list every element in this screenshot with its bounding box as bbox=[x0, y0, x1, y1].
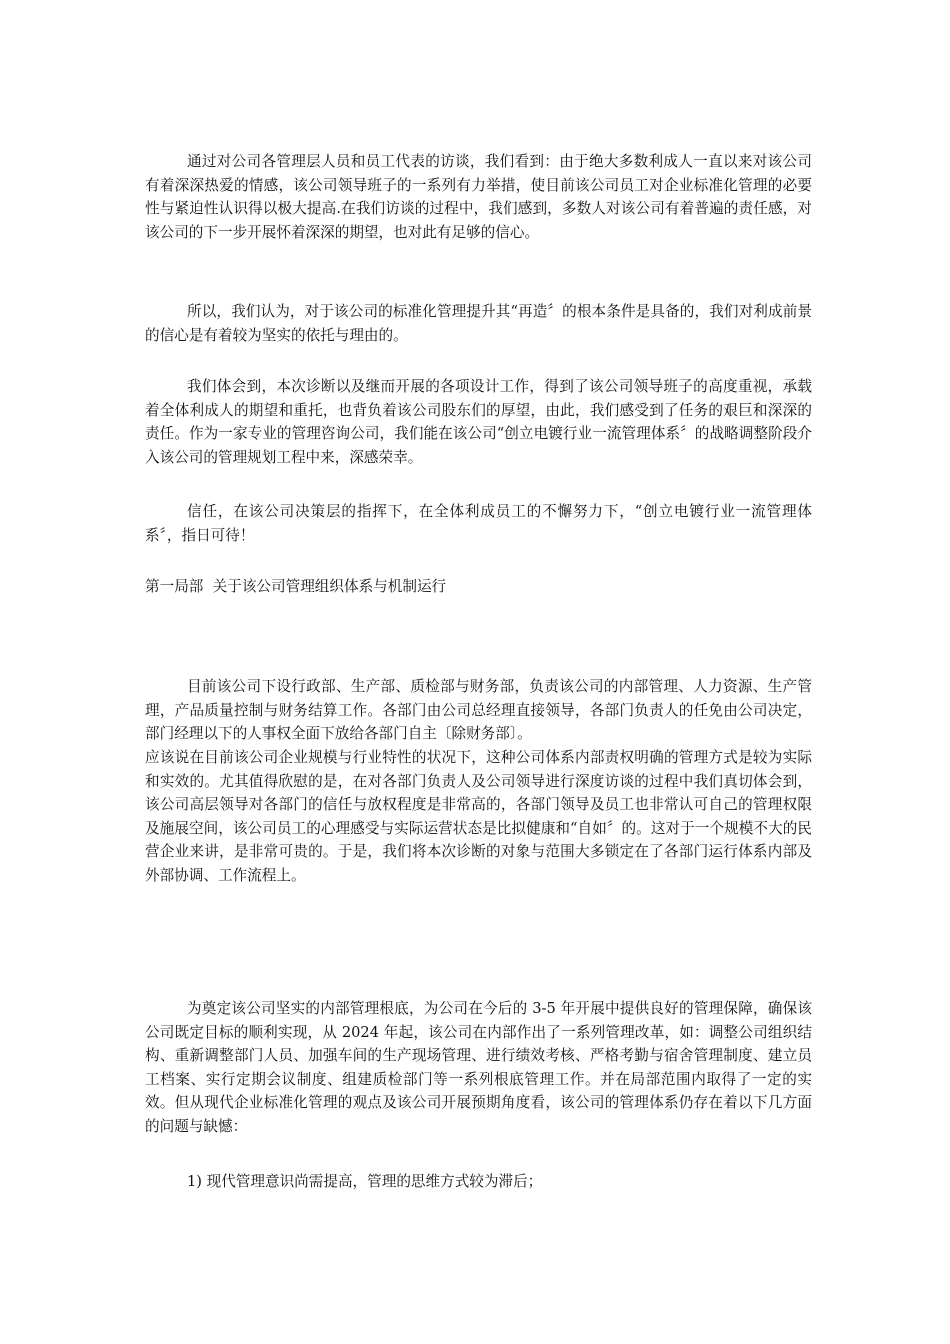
section-paragraph-management-style: 应该说在目前该公司企业规模与行业特性的状况下，这种公司体系内部责权明确的管理方式是较为实际和实效的。尤其值得欣慰的是，在对各部门负责人及公司领导进行深度访谈的过程中我们真切体会到，该公司高层领导对各部门的信任与放权程度是非常高的，各部门领导及员工也非常认可自己的管理权限及施展空间，该公司员工的心理感受与实际运营状态是比拟健康和“自如〞的。这对于一个规模不大的民营企业来讲，是非常可贵的。于是，我们将本次诊断的对象与范围大多锁定在了各部门运行体系内部及外部协调、工作流程上。 bbox=[145, 749, 812, 884]
intro-paragraph-trust: 信任，在该公司决策层的指挥下，在全体利成员工的不懈努力下，“创立电镀行业一流管理体系〞，指日可待！ bbox=[145, 503, 812, 544]
intro-paragraph-conditions: 所以，我们认为，对于该公司的标准化管理提升其“再造〞的根本条件是具备的，我们对利成前景的信心是有着较为坚实的依托与理由的。 bbox=[145, 303, 812, 344]
section-paragraph-reforms: 为奠定该公司坚实的内部管理根底，为公司在今后的 3-5 年开展中提供良好的管理保障，确保该公司既定目标的顺利实现，从 2024 年起，该公司在内部作出了一系列管理改革，如：调整公司组织结构、重新调整部门人员、加强车间的生产现场管理、进行绩效考核、严格考勤与宿舍管理制度、建立员工档案、实行定期会议制度、组建质检部门等一系列根底管理工作。并在局部范围内取得了一定的实效。但从现代企业标准化管理的观点及该公司开展预期角度看，该公司的管理体系仍存在着以下几方面的问题与缺憾： bbox=[145, 1000, 812, 1135]
intro-paragraph-interviews: 通过对公司各管理层人员和员工代表的访谈，我们看到：由于绝大多数利成人一直以来对该公司有着深深热爱的情感，该公司领导班子的一系列有力举措，使目前该公司员工对企业标准化管理的必要性与紧迫性认识得以极大提高.在我们访谈的过程中，我们感到，多数人对该公司有着普遍的责任感，对该公司的下一步开展怀着深深的期望，也对此有足够的信心。 bbox=[145, 153, 812, 241]
section-heading: 第一局部 关于该公司管理组织体系与机制运行 bbox=[145, 578, 447, 595]
intro-paragraph-responsibility: 我们体会到，本次诊断以及继而开展的各项设计工作，得到了该公司领导班子的高度重视，承载着全体利成人的期望和重托，也背负着该公司股东们的厚望，由此，我们感受到了任务的艰巨和深深的责任。作为一家专业的管理咨询公司，我们能在该公司“创立电镀行业一流管理体系〞的战略调整阶段介入该公司的管理规划工程中来，深感荣幸。 bbox=[145, 378, 812, 466]
section-paragraph-departments: 目前该公司下设行政部、生产部、质检部与财务部，负责该公司的内部管理、人力资源、生产管理，产品质量控制与财务结算工作。各部门由公司总经理直接领导，各部门负责人的任免由公司决定，部门经理以下的人事权全面下放给各部门自主〔除财务部〕。 bbox=[145, 678, 812, 743]
list-item-1: 1) 现代管理意识尚需提高，管理的思维方式较为滞后； bbox=[187, 1173, 543, 1190]
